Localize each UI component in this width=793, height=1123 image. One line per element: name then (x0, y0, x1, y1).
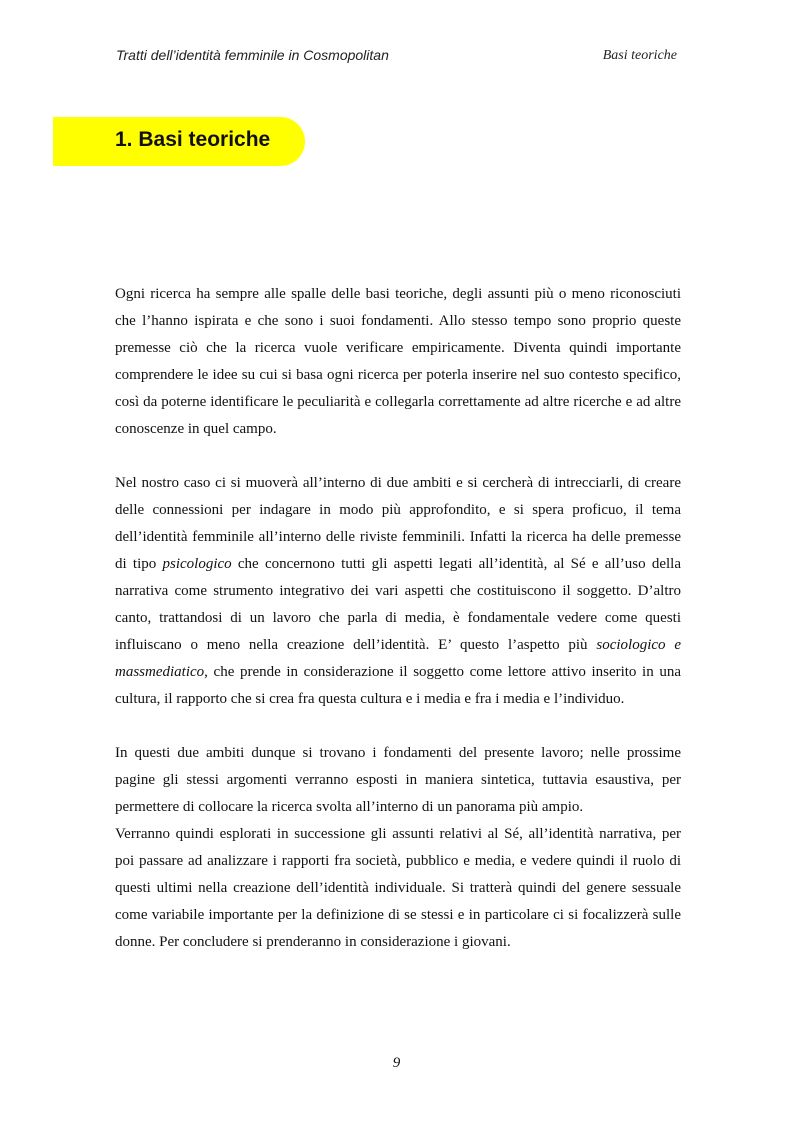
paragraph-2-text-1: Nel nostro caso ci si muoverà all’interno di due ambiti e si cercherà di intrecciarli, di creare delle connessioni per indagare in modo più approfondito, e si spera proficuo, il tema dell’identità femminile all’interno delle riviste femminili. Infatti la ricerca ha delle premesse di tipo (115, 475, 681, 572)
chapter-banner (53, 117, 305, 166)
paragraph-4: Verranno quindi esplorati in successione gli assunti relativi al Sé, all’identità narrativa, per poi passare ad analizzare i rapporti fra società, pubblico e media, e vedere quindi il ruolo di questi ultimi nella creazione dell’identità individuale. Si tratterà quindi del genere sessuale come variabile importante per la definizione di se stessi e in particolare ci si focalizzerà sulle donne. Per concludere si prenderanno in considerazione i giovani. (115, 826, 681, 950)
paragraph-2 (115, 470, 681, 713)
paragraph-2-emphasis-1: psicologico (162, 556, 232, 572)
chapter-title: 1. Basi teoriche (115, 128, 271, 151)
paragraph-3: In questi due ambiti dunque si trovano i fondamenti del presente lavoro; nelle prossime pagine gli stessi argomenti verranno esposti in maniera sintetica, tuttavia esaustiva, per permettere di collocare la ricerca svolta all’interno di un panorama più ampio. (115, 745, 681, 815)
paragraph-2-text-2: che concernono tutti gli aspetti legati all’identità, al Sé e all’uso della narrativa come strumento integrativo dei vari aspetti che costituiscono il soggetto. D’altro canto, trattandosi di un lavoro che parla di media, è fondamentale vedere come questi influiscano o meno nella creazione dell’identità. E’ questo l’aspetto più (115, 556, 681, 653)
paragraph-2-emphasis-2: sociologico e massmediatico (115, 637, 681, 680)
paragraph-gap (115, 713, 681, 740)
running-header-right: Basi teoriche (602, 48, 677, 63)
paragraph-gap (115, 443, 681, 470)
page-number: 9 (392, 1055, 401, 1071)
paragraph-2-text-3: , che prende in considerazione il soggetto come lettore attivo inserito in una cultura, il rapporto che si crea fra questa cultura e i media e fra i media e l’individuo. (115, 664, 681, 707)
running-header-left: Tratti dell’identità femminile in Cosmopolitan (116, 47, 389, 63)
body-text (115, 281, 681, 956)
paragraph-1: Ogni ricerca ha sempre alle spalle delle basi teoriche, degli assunti più o meno riconosciuti che l’hanno ispirata e che sono i suoi fondamenti. Allo stesso tempo sono proprio queste premesse ciò che la ricerca vuole verificare empiricamente. Diventa quindi importante comprendere le idee su cui si basa ogni ricerca per poterla inserire nel suo contesto specifico, così da poterne identificare le peculiarità e collegarla correttamente ad altre ricerche e ad altre conoscenze in quel campo. (115, 286, 681, 437)
